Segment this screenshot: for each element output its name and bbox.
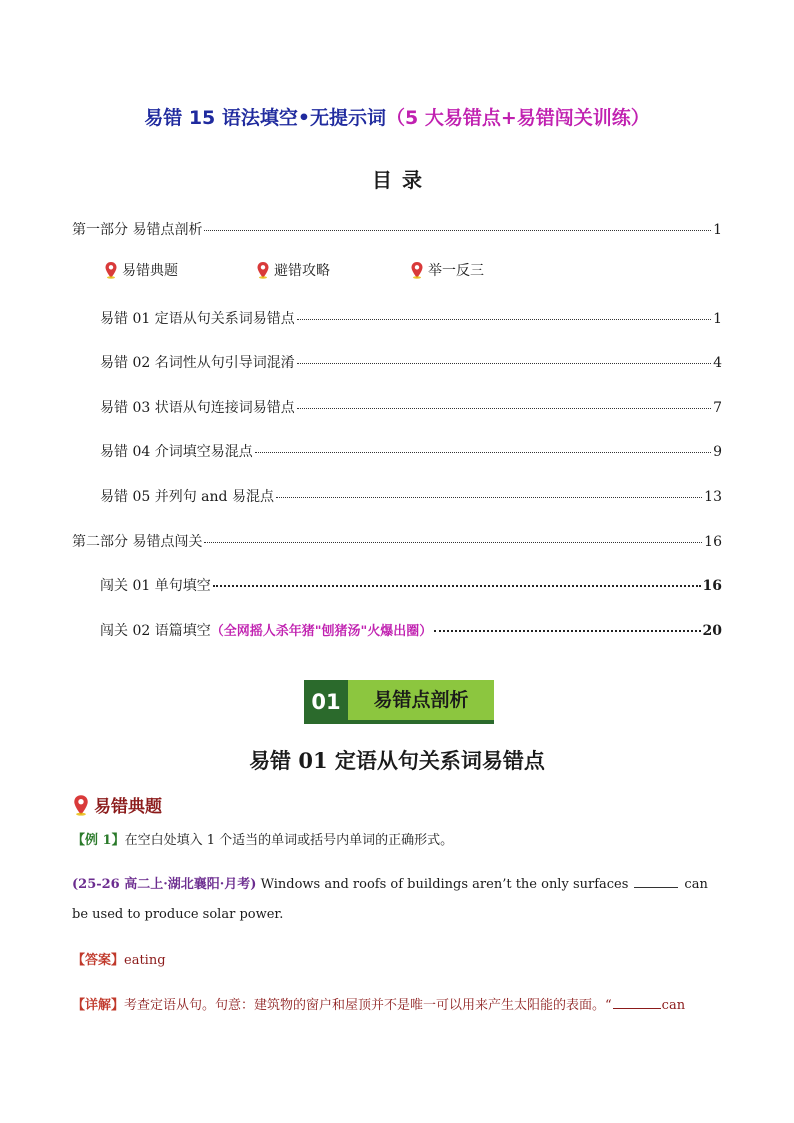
answer-value: eating (124, 953, 166, 968)
toc-part2-label: 第二部分 易错点闯关 (72, 534, 203, 550)
detail-blank (613, 996, 661, 1009)
title-paren: （5 大易错点+易错闯关训练） (386, 107, 650, 129)
question-text-before: Windows and roofs of buildings aren’t the only surfaces (260, 877, 629, 892)
toc-page: 1 (713, 311, 722, 327)
toc-leader (297, 406, 711, 409)
toc-challenge-extra: （全网摇人杀年猪"刨猪汤"火爆出圈） (210, 624, 433, 639)
example-question (72, 870, 724, 930)
toc-item-label: 易错 05 并列句 and 易混点 (100, 489, 274, 505)
toc-page: 1 (713, 222, 722, 238)
example-instruction (72, 826, 724, 856)
toc-page: 9 (713, 444, 722, 460)
detail-text: 考查定语从句。句意：建筑物的窗户和屋顶并不是唯一可以用来产生太阳能的表面。“ (124, 998, 612, 1013)
toc-part2[interactable] (72, 531, 722, 553)
detail-tail: can (661, 998, 686, 1013)
answer-line (72, 946, 724, 976)
pin-item (410, 260, 484, 280)
document-title (0, 104, 794, 132)
toc-item-label: 易错 03 状语从句连接词易错点 (100, 400, 295, 416)
toc-pin-row (104, 260, 524, 286)
toc-page: 4 (713, 355, 722, 371)
toc-item[interactable] (100, 308, 722, 330)
toc-heading: 目录 (372, 168, 432, 192)
subheading-text: 易错典题 (94, 797, 162, 817)
location-pin-icon (104, 261, 118, 279)
toc-part1-label: 第一部分 易错点剖析 (72, 222, 203, 238)
toc-page: 13 (704, 489, 722, 505)
toc-leader (297, 317, 711, 320)
toc-leader (434, 628, 700, 632)
pin-label: 举一反三 (428, 263, 484, 279)
pin-item (104, 260, 178, 280)
toc-challenge-label: 闯关 01 单句填空 (100, 578, 211, 594)
toc-leader (204, 228, 711, 231)
example-label: 【例 1】 (72, 833, 125, 848)
toc-challenge-label: 闯关 02 语篇填空 (100, 623, 211, 639)
toc-item[interactable] (100, 352, 722, 374)
toc-leader (204, 540, 702, 543)
pin-label: 易错典题 (122, 263, 178, 279)
location-pin-icon (256, 261, 270, 279)
question-source: (25-26 高二上·湖北襄阳·月考) (72, 877, 257, 892)
detail-label: 【详解】 (72, 998, 125, 1013)
location-pin-icon (72, 794, 90, 816)
instruction-text: 在空白处填入 1 个适当的单词或括号内单词的正确形式。 (124, 833, 454, 848)
toc-item[interactable] (100, 441, 722, 463)
example-subheading (72, 792, 162, 817)
toc-item[interactable] (100, 486, 722, 508)
toc-part1[interactable] (72, 219, 722, 241)
location-pin-icon (410, 261, 424, 279)
answer-blank[interactable] (634, 875, 678, 888)
title-main: 易错 15 语法填空•无提示词 (144, 107, 387, 129)
toc-challenge[interactable] (100, 620, 722, 643)
toc-item-label: 易错 04 介词填空易混点 (100, 444, 253, 460)
section-badge-text: 易错点剖析 (348, 680, 494, 724)
pin-label: 避错攻略 (274, 263, 330, 279)
section-badge-number: 01 (304, 680, 348, 724)
toc-leader (213, 583, 701, 587)
section-title: 易错 01 定语从句关系词易错点 (249, 748, 545, 773)
toc-leader (297, 361, 711, 364)
question-text-after: can be used to produce solar power. (72, 877, 708, 922)
toc-item-label: 易错 02 名词性从句引导词混淆 (100, 355, 295, 371)
toc-page: 16 (702, 578, 722, 594)
toc-item-label: 易错 01 定语从句关系词易错点 (100, 311, 295, 327)
toc-item[interactable] (100, 397, 722, 419)
toc-page: 7 (713, 400, 722, 416)
pin-item (256, 260, 330, 280)
toc-leader (276, 495, 702, 498)
answer-label: 【答案】 (72, 953, 125, 968)
section-badge (304, 680, 494, 724)
toc-leader (255, 450, 711, 453)
detail-line (72, 991, 724, 1021)
toc-page: 16 (704, 534, 722, 550)
toc-page: 20 (702, 623, 722, 639)
toc-challenge[interactable] (100, 575, 722, 597)
